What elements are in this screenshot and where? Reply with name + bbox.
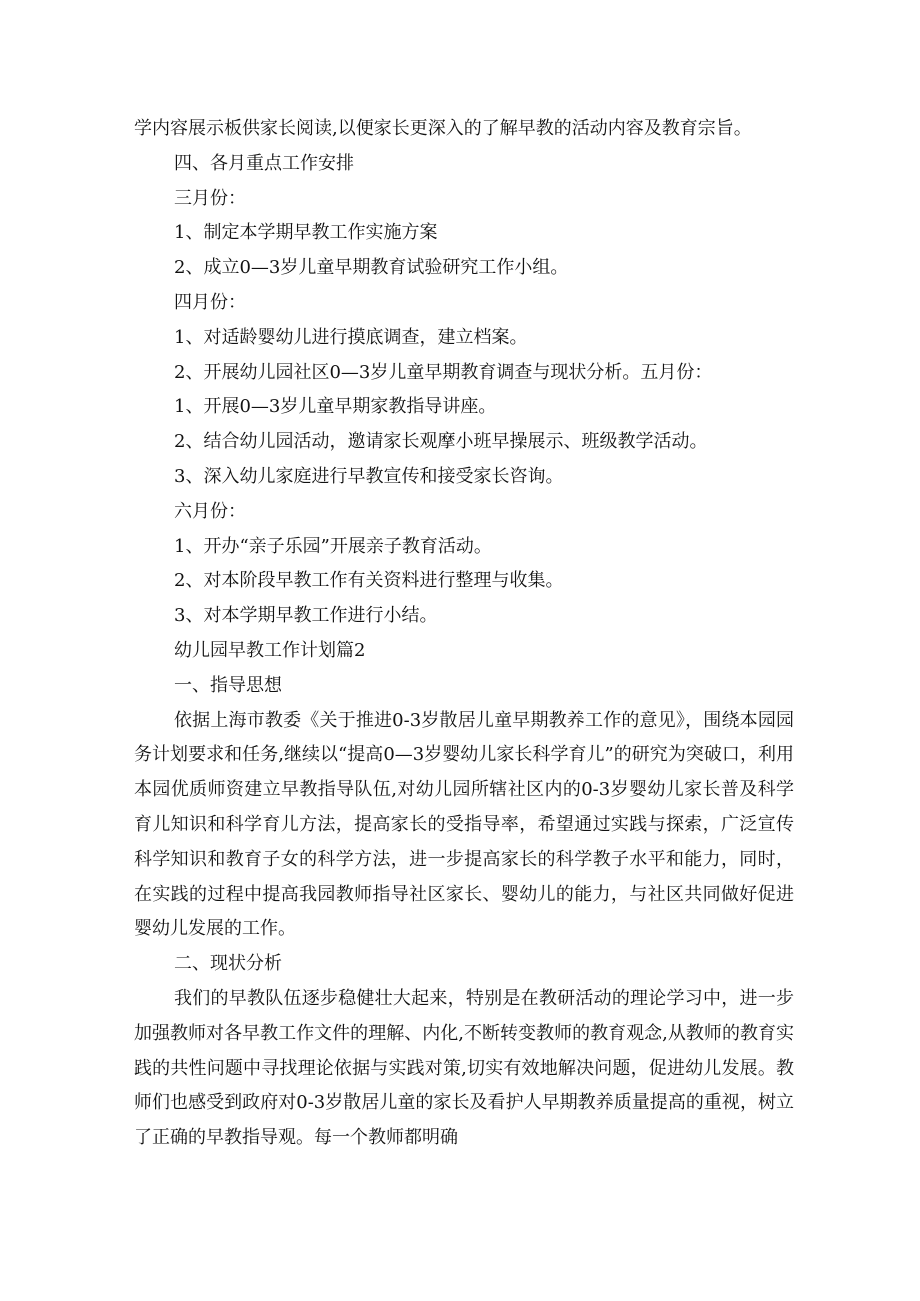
may-item-1: 1、开展0—3岁儿童早期家教指导讲座。 <box>174 396 497 418</box>
june-item-1: 1、开办“亲子乐园”开展亲子教育活动。 <box>174 535 492 557</box>
section4-heading: 四、各月重点工作安排 <box>174 152 354 174</box>
guiding-paragraph: 依据上海市教委《关于推进0-3岁散居儿童早期教养工作的意见》，围绕本园园务计划要求和任务,继续以“提高0—3岁婴幼儿家长科学育儿”的研究为突破口，利用本园优质师资建立早教指导队伍,对幼儿园所辖社区内的0-3岁婴幼儿家长普及科学育儿知识和科学育儿方法，提高家长的受指导率，希望通过实践与探索，广泛宣传科学知识和教育子女的科学方法，进一步提高家长的科学教子水平和能力，同时，在实践的过程中提高我园教师指导社区家长、婴幼儿的能力，与社区共同做好促进婴幼儿发展的工作。 <box>134 709 794 940</box>
document-body <box>134 112 794 1156</box>
status-heading: 二、现状分析 <box>174 953 282 975</box>
guiding-heading: 一、指导思想 <box>174 674 282 696</box>
june-item-3: 3、对本学期早教工作进行小结。 <box>174 605 438 627</box>
march-item-1: 1、制定本学期早教工作实施方案 <box>174 222 438 244</box>
june-label: 六月份： <box>174 500 246 522</box>
april-item-1: 1、对适龄婴幼儿进行摸底调查，建立档案。 <box>174 326 528 348</box>
april-item-2: 2、开展幼儿园社区0—3岁儿童早期教育调查与现状分析。五月份： <box>174 361 713 383</box>
march-item-2: 2、成立0—3岁儿童早期教育试验研究工作小组。 <box>174 257 569 279</box>
intro-continuation-paragraph: 学内容展示板供家长阅读,以便家长更深入的了解早教的活动内容及教育宗旨。 <box>134 118 752 139</box>
may-item-3: 3、深入幼儿家庭进行早教宣传和接受家长咨询。 <box>174 465 564 487</box>
march-label: 三月份： <box>174 187 246 209</box>
april-label: 四月份： <box>174 291 246 313</box>
status-paragraph: 我们的早教队伍逐步稳健壮大起来，特别是在教研活动的理论学习中，进一步加强教师对各早教工作文件的理解、内化,不断转变教师的教育观念,从教师的教育实践的共性问题中寻找理论依据与实践对策,切实有效地解决问题，促进幼儿发展。教师们也感受到政府对0-3岁散居儿童的家长及看护人早期教养质量提高的重视，树立了正确的早教指导观。每一个教师都明确 <box>134 987 794 1149</box>
may-item-2: 2、结合幼儿园活动，邀请家长观摩小班早操展示、班级教学活动。 <box>174 431 708 453</box>
plan2-title: 幼儿园早教工作计划篇2 <box>174 639 366 661</box>
june-item-2: 2、对本阶段早教工作有关资料进行整理与收集。 <box>174 570 564 592</box>
